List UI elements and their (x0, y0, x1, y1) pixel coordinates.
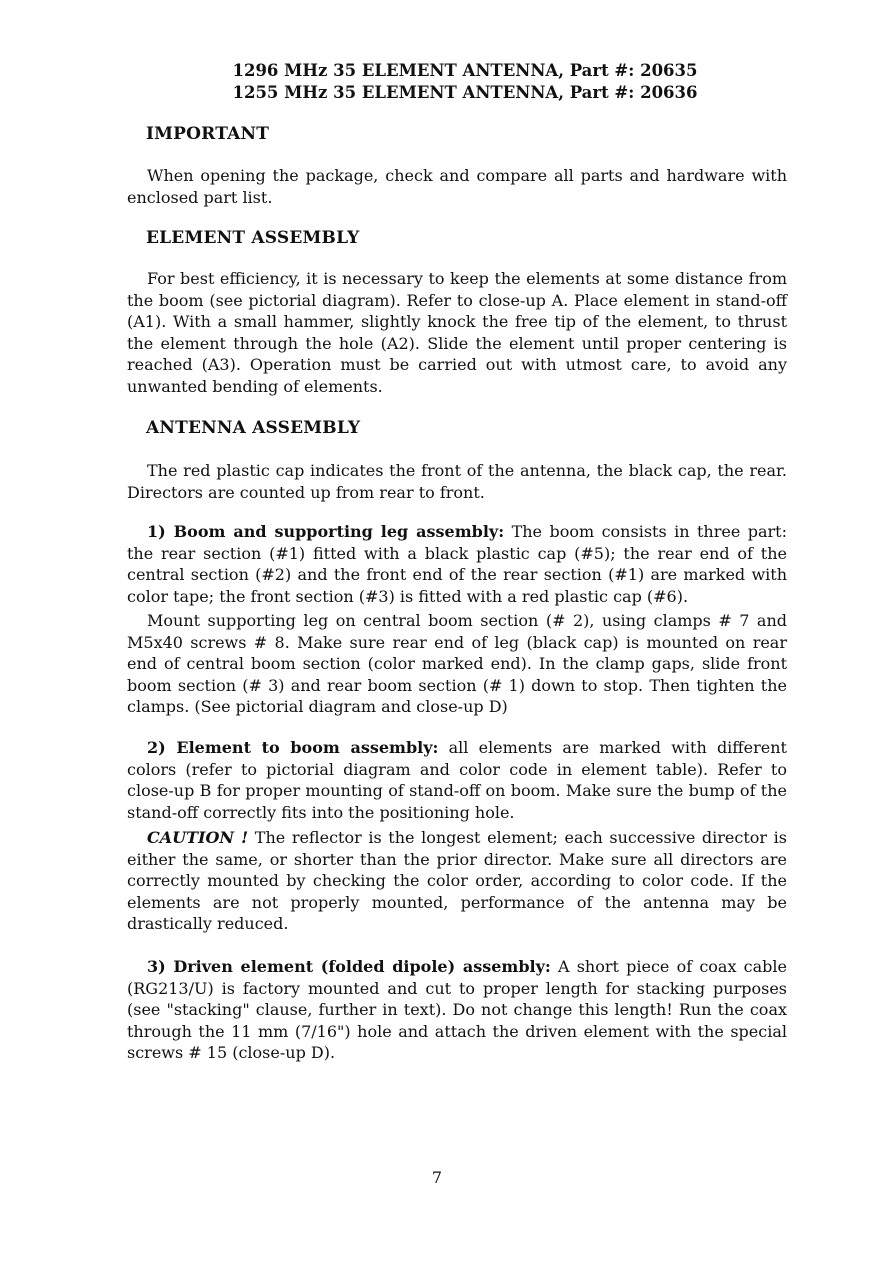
step2-lead: 2) Element to boom assembly: (147, 738, 439, 757)
heading-antenna-assembly: ANTENNA ASSEMBLY (146, 418, 361, 438)
title-line-1255: 1255 MHz 35 ELEMENT ANTENNA, Part #: 20636 (232, 83, 698, 102)
step3-paragraph (127, 956, 787, 1064)
step2-text: all elements are marked with different colors (refer to pictorial diagram and color code in element table). Refer to close-up B for proper mounting of stand-off on boom. Make sure the bump of the stand-off correctly fits into the positioning hole. (127, 738, 787, 822)
page-number: 7 (431, 1168, 443, 1187)
step2-paragraph (127, 737, 787, 823)
title-line-1296: 1296 MHz 35 ELEMENT ANTENNA, Part #: 20635 (232, 61, 698, 80)
step1-lead: 1) Boom and supporting leg assembly: (147, 522, 505, 541)
heading-important: IMPORTANT (146, 124, 270, 144)
step3-text: A short piece of coax cable (RG213/U) is factory mounted and cut to proper length for stacking purposes (see "stacking" clause, further in text). Do not change this length! Run the coax through the 11 mm (7/16") hole and attach the driven element with the special screws # 15 (close-up D). (127, 957, 787, 1062)
step1-text: The boom consists in three part: the rear section (#1) fitted with a black plastic cap (#5); the rear end of the central section (#2) and the front end of the rear section (#1) are marked with color tape; the front section (#3) is fitted with a red plastic cap (#6). (127, 522, 787, 606)
step1-mount-paragraph: Mount supporting leg on central boom section (# 2), using clamps # 7 and M5x40 screws # 8. Make sure rear end of leg (black cap) is mounted on rear end of central boom section (color marked end). In the clamp gaps, slide front boom section (# 3) and rear boom section (# 1) down to stop. Then tighten the clamps. (See pictorial diagram and close-up D) (127, 611, 787, 716)
important-paragraph: When opening the package, check and compare all parts and hardware with enclosed part list. (127, 166, 787, 207)
element-assembly-paragraph: For best efficiency, it is necessary to keep the elements at some distance from the boom (see pictorial diagram). Refer to close-up A. Place element in stand-off (A1). With a small hammer, slightly knock the free tip of the element, to thrust the element through the hole (A2). Slide the element until proper centering is reached (A3). Operation must be carried out with utmost care, to avoid any unwanted bending of elements. (127, 269, 787, 396)
heading-element-assembly: ELEMENT ASSEMBLY (146, 228, 360, 248)
caution-paragraph (127, 827, 787, 935)
step1-paragraph (127, 521, 787, 607)
step3-lead: 3) Driven element (folded dipole) assembly: (147, 957, 551, 976)
antenna-assembly-intro: The red plastic cap indicates the front of the antenna, the black cap, the rear. Directors are counted up from rear to front. (127, 461, 787, 502)
document-title (150, 60, 780, 104)
caution-text: The reflector is the longest element; each successive director is either the same, or shorter than the prior director. Make sure all directors are correctly mounted by checking the color order, according to color code. If the elements are not properly mounted, performance of the antenna may be drastically reduced. (127, 828, 787, 933)
caution-lead: CAUTION ! (147, 828, 249, 847)
